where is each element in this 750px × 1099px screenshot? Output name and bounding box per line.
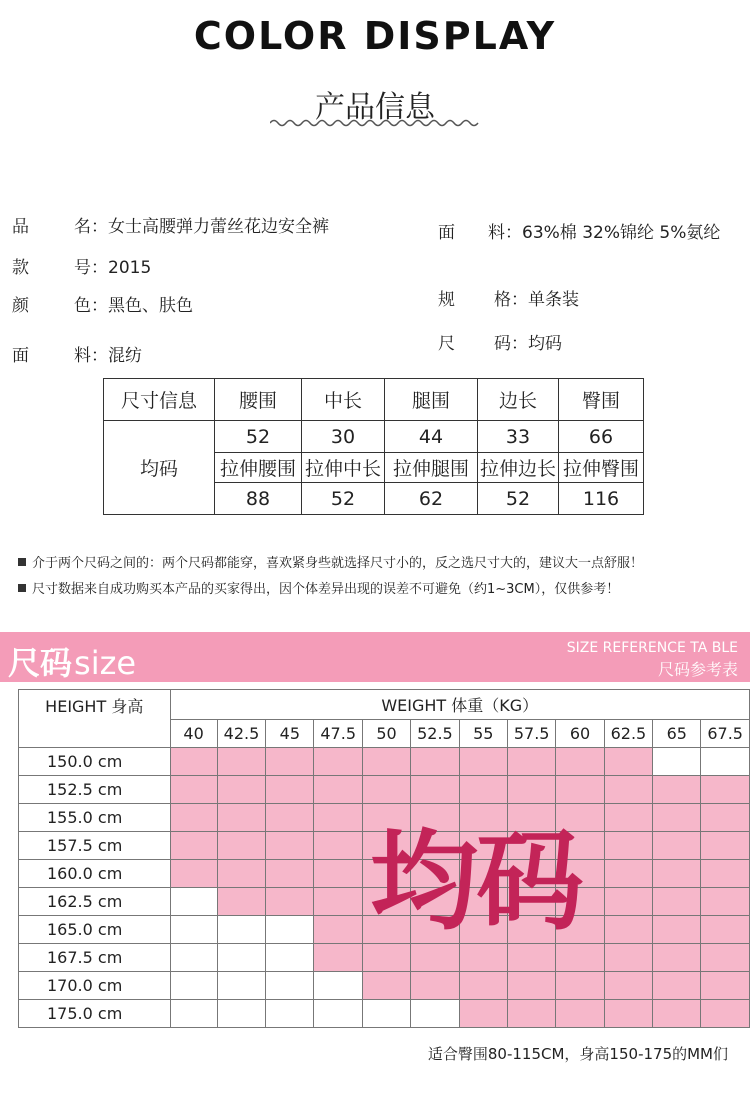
fit-cell — [701, 1000, 750, 1028]
table-cell: 66 — [559, 421, 644, 453]
fit-cell — [653, 804, 701, 832]
chart-header-row — [19, 690, 750, 720]
spec-label: 格： — [494, 290, 528, 310]
fit-cell — [701, 860, 750, 888]
empty-cell — [411, 1000, 460, 1028]
table-cell: 52 — [215, 421, 302, 453]
empty-cell — [217, 944, 266, 972]
spec-fabric — [438, 218, 720, 243]
fit-cell — [170, 776, 217, 804]
fit-cell — [507, 1000, 556, 1028]
weight-cell: 52.5 — [411, 720, 460, 748]
table-cell: 拉伸中长 — [302, 453, 385, 483]
fit-cell — [217, 888, 266, 916]
spec-label: 品 — [12, 217, 29, 237]
spec-label: 码： — [494, 334, 528, 354]
fit-cell — [701, 804, 750, 832]
height-cell: 167.5 cm — [19, 944, 171, 972]
spec-label: 颜 — [12, 296, 29, 316]
fit-cell — [217, 860, 266, 888]
fit-cell — [363, 972, 411, 1000]
page-title: COLOR DISPLAY — [193, 14, 557, 58]
note-text: 介于两个尺码之间的：两个尺码都能穿，喜欢紧身些就选择尺寸小的，反之选尺寸大的，建议大一点舒服！ — [32, 556, 644, 571]
bullet-square-icon — [18, 584, 26, 592]
spec-value: 黑色、肤色 — [108, 296, 193, 316]
spec-value: 均码 — [528, 334, 562, 354]
spec-label: 尺 — [438, 334, 455, 354]
size-measurement-table — [103, 378, 644, 515]
empty-cell — [217, 916, 266, 944]
fit-cell — [653, 888, 701, 916]
height-cell: 162.5 cm — [19, 888, 171, 916]
spec-value: 2015 — [108, 258, 152, 278]
banner-title-zh: 尺码 — [8, 644, 73, 682]
table-row — [19, 972, 750, 1000]
spec-material — [12, 341, 142, 366]
fit-cell — [507, 972, 556, 1000]
spec-value: 单条装 — [528, 290, 579, 310]
weight-cell: 60 — [556, 720, 604, 748]
empty-cell — [170, 972, 217, 1000]
spec-value: 63%棉 32%锦纶 5%氨纶 — [522, 223, 721, 243]
table-row-label: 均码 — [104, 421, 215, 515]
fit-cell — [266, 748, 314, 776]
table-header-row — [104, 379, 644, 421]
table-header-cell: 臀围 — [559, 379, 644, 421]
weight-cell: 40 — [170, 720, 217, 748]
spec-label: 号： — [74, 258, 108, 278]
fit-cell — [653, 776, 701, 804]
table-header-cell: 腰围 — [215, 379, 302, 421]
fit-cell — [411, 748, 460, 776]
fit-cell — [411, 972, 460, 1000]
height-cell: 175.0 cm — [19, 1000, 171, 1028]
table-cell: 116 — [559, 483, 644, 515]
empty-cell — [314, 972, 363, 1000]
fit-cell — [701, 776, 750, 804]
spec-label: 规 — [438, 290, 455, 310]
fit-cell — [604, 1000, 653, 1028]
empty-cell — [701, 748, 750, 776]
fit-cell — [604, 776, 653, 804]
height-cell: 160.0 cm — [19, 860, 171, 888]
fit-cell — [170, 748, 217, 776]
weight-cell: 47.5 — [314, 720, 363, 748]
table-cell: 拉伸臀围 — [559, 453, 644, 483]
fit-cell — [217, 804, 266, 832]
fit-cell — [363, 748, 411, 776]
fit-cell — [604, 888, 653, 916]
banner-title — [8, 638, 136, 684]
table-row — [19, 1000, 750, 1028]
fit-cell — [653, 832, 701, 860]
empty-cell — [363, 1000, 411, 1028]
banner-ref-zh: 尺码参考表 — [657, 660, 738, 679]
spec-value: 女士高腰弹力蕾丝花边安全裤 — [108, 217, 329, 237]
empty-cell — [170, 944, 217, 972]
wavy-divider — [270, 118, 480, 128]
table-row — [19, 748, 750, 776]
fit-cell — [701, 832, 750, 860]
empty-cell — [170, 888, 217, 916]
fit-cell — [556, 748, 604, 776]
fit-cell — [701, 944, 750, 972]
table-cell: 52 — [478, 483, 559, 515]
fit-cell — [604, 748, 653, 776]
fit-cell — [170, 832, 217, 860]
spec-value: 混纺 — [108, 346, 142, 366]
height-cell: 157.5 cm — [19, 832, 171, 860]
fit-cell — [556, 1000, 604, 1028]
fit-cell — [653, 916, 701, 944]
height-cell: 170.0 cm — [19, 972, 171, 1000]
empty-cell — [266, 944, 314, 972]
fit-cell — [653, 972, 701, 1000]
spec-spec — [438, 285, 579, 310]
table-header-cell: 中长 — [302, 379, 385, 421]
weight-cell: 65 — [653, 720, 701, 748]
fit-cell — [266, 804, 314, 832]
fit-cell — [314, 776, 363, 804]
table-cell: 52 — [302, 483, 385, 515]
height-cell: 155.0 cm — [19, 804, 171, 832]
fit-cell — [217, 776, 266, 804]
weight-cell: 45 — [266, 720, 314, 748]
fit-cell — [604, 972, 653, 1000]
spec-label: 款 — [12, 258, 29, 278]
empty-cell — [217, 1000, 266, 1028]
spec-label: 色： — [74, 296, 108, 316]
banner-title-en: size — [74, 644, 137, 682]
fit-cell — [556, 972, 604, 1000]
fit-cell — [266, 832, 314, 860]
table-cell: 拉伸腰围 — [215, 453, 302, 483]
fit-cell — [170, 860, 217, 888]
table-cell: 88 — [215, 483, 302, 515]
fit-cell — [217, 748, 266, 776]
height-cell: 165.0 cm — [19, 916, 171, 944]
weight-cell: 50 — [363, 720, 411, 748]
spec-color — [12, 291, 193, 316]
spec-label: 面 — [438, 223, 455, 243]
weight-header: WEIGHT 体重（KG） — [170, 690, 750, 720]
fit-cell — [314, 748, 363, 776]
weight-cell: 67.5 — [701, 720, 750, 748]
height-header: HEIGHT 身高 — [19, 690, 171, 748]
weight-cell: 57.5 — [507, 720, 556, 748]
fit-cell — [170, 804, 217, 832]
fit-cell — [459, 972, 507, 1000]
empty-cell — [170, 1000, 217, 1028]
table-header-cell: 腿围 — [385, 379, 478, 421]
fit-cell — [604, 804, 653, 832]
section-title: 产品信息 — [315, 90, 435, 125]
empty-cell — [217, 972, 266, 1000]
height-cell: 150.0 cm — [19, 748, 171, 776]
height-cell: 152.5 cm — [19, 776, 171, 804]
fit-cell — [604, 916, 653, 944]
fit-cell — [314, 860, 363, 888]
table-row — [104, 421, 644, 453]
weight-cell: 62.5 — [604, 720, 653, 748]
banner-ref-en: SIZE REFERENCE TA BLE — [566, 640, 738, 656]
table-cell: 44 — [385, 421, 478, 453]
fit-cell — [701, 972, 750, 1000]
empty-cell — [653, 748, 701, 776]
fit-cell — [701, 916, 750, 944]
fit-cell — [266, 776, 314, 804]
fit-cell — [314, 804, 363, 832]
table-cell: 30 — [302, 421, 385, 453]
spec-size — [438, 329, 562, 354]
fit-cell — [314, 888, 363, 916]
fit-cell — [266, 860, 314, 888]
bullet-square-icon — [18, 558, 26, 566]
empty-cell — [266, 916, 314, 944]
fit-cell — [459, 1000, 507, 1028]
fit-cell — [653, 1000, 701, 1028]
spec-label: 料： — [74, 346, 108, 366]
fit-cell — [459, 748, 507, 776]
empty-cell — [170, 916, 217, 944]
empty-cell — [266, 972, 314, 1000]
table-header-cell: 尺寸信息 — [104, 379, 215, 421]
fit-cell — [701, 888, 750, 916]
table-cell: 33 — [478, 421, 559, 453]
fit-cell — [314, 916, 363, 944]
fit-cell — [314, 832, 363, 860]
fit-cell — [314, 944, 363, 972]
fit-cell — [653, 860, 701, 888]
spec-model — [12, 253, 151, 278]
fit-cell — [653, 944, 701, 972]
weight-cell: 42.5 — [217, 720, 266, 748]
fit-cell — [604, 944, 653, 972]
spec-label: 名： — [74, 217, 108, 237]
spec-label: 料： — [488, 223, 522, 243]
fit-cell — [266, 888, 314, 916]
fit-cell — [604, 832, 653, 860]
fit-note: 适合臀围80-115CM，身高150-175的MM们 — [427, 1045, 728, 1063]
table-cell: 62 — [385, 483, 478, 515]
table-cell: 拉伸边长 — [478, 453, 559, 483]
fit-cell — [507, 748, 556, 776]
note-item — [18, 552, 643, 571]
empty-cell — [266, 1000, 314, 1028]
fit-cell — [604, 860, 653, 888]
spec-name — [12, 212, 329, 237]
note-text: 尺寸数据来自成功购买本产品的买家得出，因个体差异出现的误差不可避免（约1~3CM），仅供参考！ — [32, 582, 620, 597]
table-header-cell: 边长 — [478, 379, 559, 421]
one-size-stamp: 均码 — [370, 820, 583, 945]
table-cell: 拉伸腿围 — [385, 453, 478, 483]
spec-label: 面 — [12, 346, 29, 366]
empty-cell — [314, 1000, 363, 1028]
fit-cell — [217, 832, 266, 860]
weight-cell: 55 — [459, 720, 507, 748]
note-item — [18, 578, 619, 597]
